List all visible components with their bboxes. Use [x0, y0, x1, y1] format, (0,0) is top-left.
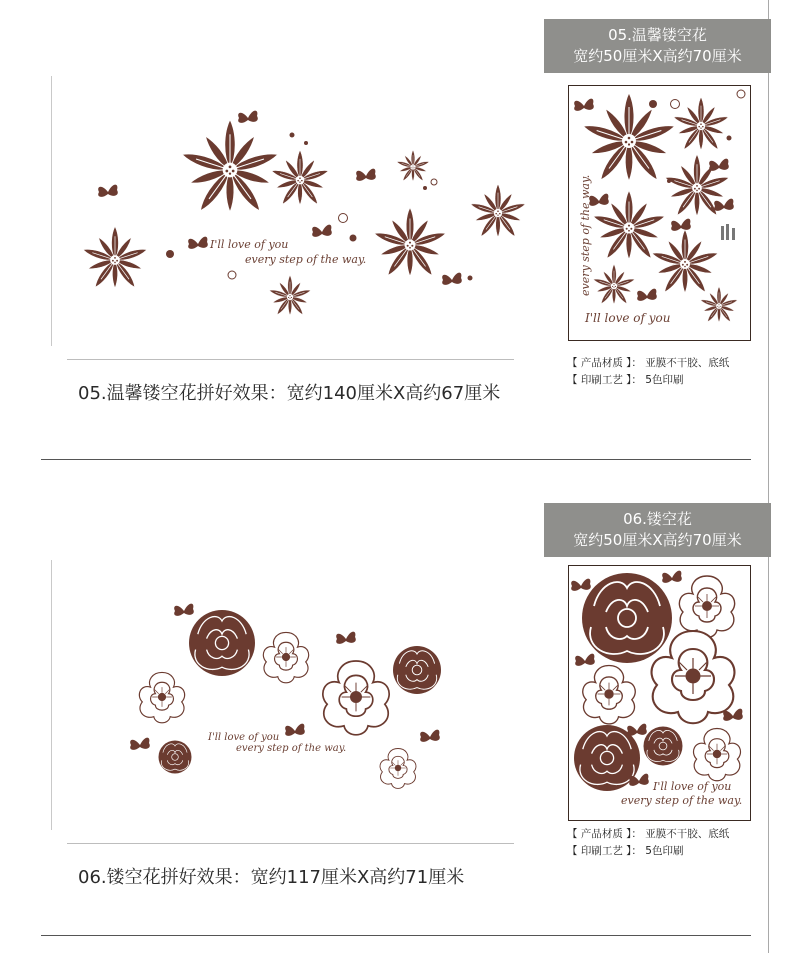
- banner-size: 宽约50厘米X高约70厘米: [573, 47, 742, 65]
- sheet-script-vertical: every step of the way.: [579, 174, 592, 296]
- product-sheet-image: [568, 565, 751, 821]
- butterfly-icon: [627, 724, 647, 736]
- banner-size: 宽约50厘米X高约70厘米: [573, 531, 742, 549]
- peony-flower-outline: [139, 672, 184, 722]
- lily-flower: [470, 184, 527, 238]
- product-banner: [544, 19, 771, 73]
- product-specs: [567, 826, 729, 860]
- peony-flower: [159, 741, 192, 774]
- butterfly-icon: [356, 169, 376, 181]
- butterfly-icon: [312, 225, 332, 237]
- butterfly-icon: [589, 194, 609, 206]
- lily-flower: [269, 275, 311, 315]
- peony-flower: [393, 646, 441, 694]
- peony-flower-outline: [380, 749, 416, 789]
- left-rule: [51, 560, 52, 830]
- spec-print: 【 印刷工艺 】： 5色印刷: [567, 845, 684, 857]
- banner-title: 05.温馨镂空花: [608, 26, 707, 44]
- butterfly-icon: [238, 111, 258, 123]
- spec-material: 【 产品材质 】： 亚膜不干胶、底纸: [567, 357, 730, 369]
- butterfly-icon: [442, 273, 462, 285]
- section-divider: [41, 935, 751, 936]
- assembled-effect-image: [70, 100, 530, 330]
- butterfly-icon: [571, 579, 591, 591]
- left-rule: [51, 76, 52, 346]
- butterfly-icon: [98, 185, 118, 197]
- butterfly-icon: [714, 199, 734, 211]
- peony-flower: [189, 610, 255, 676]
- product-banner: [544, 503, 771, 557]
- lily-flower: [593, 264, 635, 304]
- sheet-script-line2: every step of the way.: [621, 794, 743, 807]
- lily-flower: [82, 226, 148, 289]
- product-specs: [567, 355, 729, 389]
- butterfly-icon: [709, 159, 729, 171]
- peony-flower-outline: [679, 576, 734, 638]
- scene-script-line2: every step of the way.: [245, 253, 367, 266]
- peony-flower-outline: [263, 632, 308, 682]
- sheet-script-bottom: I'll love of you: [585, 311, 671, 325]
- butterfly-icon: [637, 289, 657, 301]
- right-border-line: [768, 0, 769, 953]
- lily-flower: [673, 97, 730, 151]
- butterfly-icon: [662, 571, 682, 583]
- caption-divider: [67, 359, 514, 360]
- butterfly-icon: [420, 730, 440, 742]
- peony-flower-outline: [652, 631, 735, 723]
- sheet-script-line1: I'll love of you: [653, 780, 732, 793]
- butterfly-icon: [174, 604, 194, 616]
- butterfly-icon: [575, 654, 595, 666]
- scene-script-line2: every step of the way.: [236, 743, 347, 754]
- lily-flower: [700, 287, 738, 323]
- lily-flower: [396, 150, 429, 181]
- butterfly-icon: [188, 237, 208, 249]
- product-sheet-image: [568, 85, 751, 341]
- assembled-effect-image: [120, 595, 460, 800]
- caption-divider: [67, 843, 514, 844]
- spec-material: 【 产品材质 】： 亚膜不干胶、底纸: [567, 828, 730, 840]
- butterfly-icon: [574, 99, 594, 111]
- peony-flower-outline: [583, 666, 636, 724]
- spec-print: 【 印刷工艺 】： 5色印刷: [567, 374, 684, 386]
- butterfly-icon: [285, 724, 305, 736]
- banner-title: 06.镂空花: [623, 510, 692, 528]
- lily-flower: [651, 229, 719, 294]
- section-divider: [41, 459, 751, 460]
- lily-flower: [180, 120, 279, 214]
- lily-flower: [582, 93, 676, 183]
- peony-flower-outline: [694, 729, 741, 781]
- peony-flower: [644, 727, 683, 766]
- butterfly-icon: [671, 219, 691, 231]
- scene-script-line1: I'll love of you: [208, 732, 280, 743]
- effect-caption: 06.镂空花拼好效果：宽约117厘米X高约71厘米: [78, 867, 465, 888]
- peony-flower-outline: [323, 661, 389, 735]
- butterfly-icon: [130, 738, 150, 750]
- effect-caption: 05.温馨镂空花拼好效果：宽约140厘米X高约67厘米: [78, 383, 501, 404]
- peony-flower: [582, 573, 672, 663]
- lily-flower: [271, 150, 329, 206]
- scene-script-line1: I'll love of you: [210, 238, 289, 251]
- lily-flower: [373, 208, 447, 278]
- butterfly-icon: [336, 632, 356, 644]
